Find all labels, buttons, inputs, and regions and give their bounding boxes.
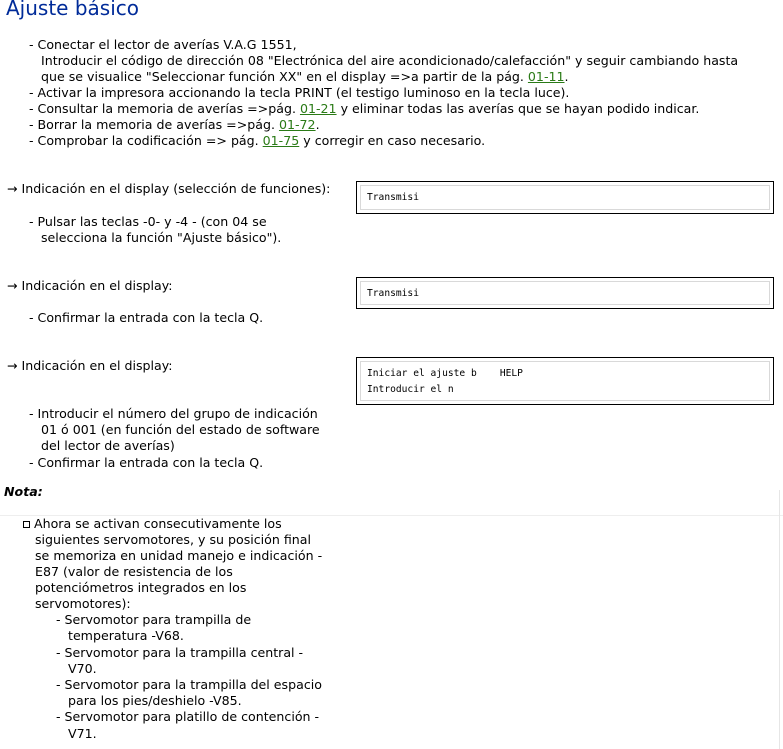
display-box-basic-setting [356, 357, 774, 405]
step-text: - Comprobar la codificación => pág. [29, 133, 263, 148]
divider [779, 490, 780, 749]
note-paragraph [23, 516, 282, 532]
instruction-confirm-q: - Confirmar la entrada con la tecla Q. [29, 455, 264, 470]
instruction-press-keys-cont: selecciona la función "Ajuste básico"). [41, 230, 282, 245]
note-text: potenciómetros integrados en los [35, 580, 247, 595]
servomotor-item: - Servomotor para la trampilla central - [56, 645, 304, 660]
page-link-01-21[interactable]: 01-21 [299, 101, 337, 116]
step-select-function [41, 69, 569, 85]
display-box-transmission [356, 277, 774, 309]
step-query-fault-memory [29, 101, 699, 117]
display-indication-label: → Indicación en el display: [7, 278, 173, 293]
display-text: Transmisi [367, 192, 419, 203]
step-activate-printer: - Activar la impresora accionando la tecla PRINT (el testigo luminoso en la tecla luce). [29, 85, 570, 100]
instruction-enter-group: - Introducir el número del grupo de indicación [29, 406, 318, 421]
display-indication-label: → Indicación en el display (selección de funciones): [7, 181, 331, 196]
note-text: Ahora se activan consecutivamente los [34, 516, 282, 531]
display-indication-label: → Indicación en el display: [7, 358, 173, 373]
note-text: se memoriza en unidad manejo e indicación - [35, 548, 323, 563]
display-box-function-select [356, 181, 774, 214]
page-link-01-11[interactable]: 01-11 [527, 69, 565, 84]
step-text-end: . [315, 117, 320, 132]
note-label: Nota: [4, 484, 43, 499]
step-connect-reader: - Conectar el lector de averías V.A.G 1551, [29, 37, 297, 52]
note-text: E87 (valor de resistencia de los [35, 564, 233, 579]
page-link-01-75[interactable]: 01-75 [262, 133, 300, 148]
servomotor-item-cont: temperatura -V68. [68, 628, 184, 643]
display-line-2: Introducir el n [367, 384, 454, 395]
step-text: - Consultar la memoria de averías =>pág. [29, 101, 300, 116]
page-title: Ajuste básico [6, 0, 139, 20]
instruction-enter-group-cont: 01 ó 001 (en función del estado de software [41, 422, 320, 437]
servomotor-item-cont: V71. [68, 726, 97, 741]
step-text-end: . [564, 69, 569, 84]
servomotor-item: - Servomotor para la trampilla del espacio [56, 677, 322, 692]
note-text: siguientes servomotores, y su posición final [35, 532, 311, 547]
step-erase-fault-memory [29, 117, 320, 133]
step-text-end: y eliminar todas las averías que se hayan podido indicar. [336, 101, 700, 116]
servomotor-item: - Servomotor para platillo de contención - [56, 709, 320, 724]
step-text: - Borrar la memoria de averías =>pág. [29, 117, 279, 132]
step-text: que se visualice "Seleccionar función XX" en el display =>a partir de la pág. [41, 69, 528, 84]
page-link-01-72[interactable]: 01-72 [278, 117, 316, 132]
step-text-end: y corregir en caso necesario. [299, 133, 486, 148]
step-enter-address-code: Introducir el código de dirección 08 "Electrónica del aire acondicionado/calefacción" y seguir cambiando hasta [41, 53, 739, 68]
servomotor-item-cont: V70. [68, 661, 97, 676]
instruction-press-keys: - Pulsar las teclas -0- y -4 - (con 04 se [29, 214, 267, 229]
instruction-confirm-q: - Confirmar la entrada con la tecla Q. [29, 310, 264, 325]
servomotor-item-cont: para los pies/deshielo -V85. [68, 693, 242, 708]
step-check-coding [29, 133, 485, 149]
servomotor-item: - Servomotor para trampilla de [56, 612, 252, 627]
instruction-enter-group-cont2: del lector de averías) [41, 438, 175, 453]
display-text: Transmisi [367, 288, 419, 299]
note-text: servomotores): [35, 596, 131, 611]
display-line-1: Iniciar el ajuste b HELP [367, 368, 523, 379]
square-bullet-icon [23, 521, 30, 528]
